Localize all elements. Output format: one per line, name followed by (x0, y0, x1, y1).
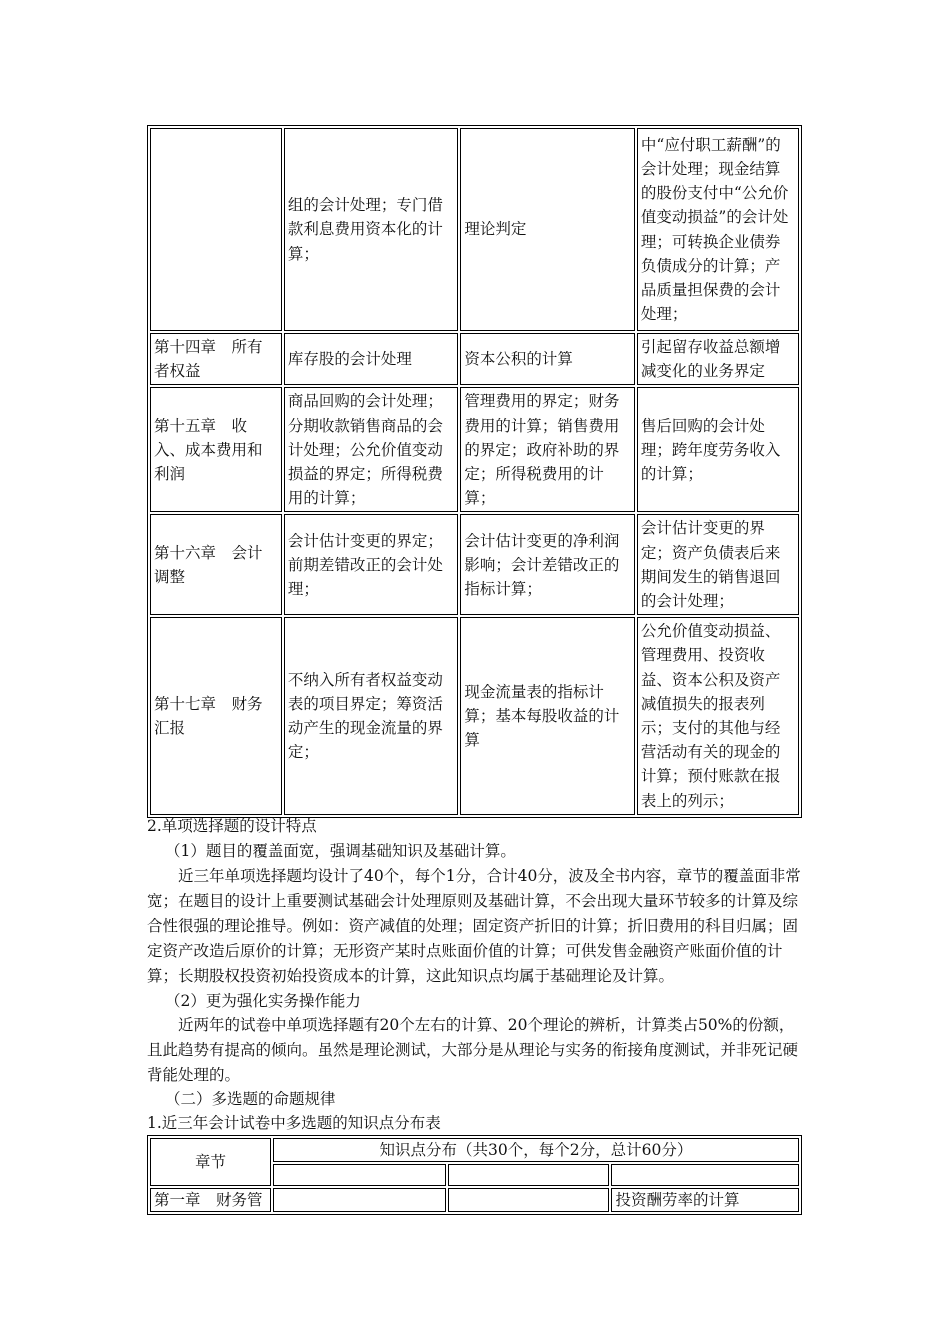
empty-cell (273, 1188, 446, 1212)
table-row (150, 617, 799, 815)
table-header-row (150, 1138, 799, 1162)
table-row (150, 514, 799, 615)
table-caption: 1.近三年会计试卷中多选题的知识点分布表 (147, 1114, 441, 1132)
section-heading: （二）多选题的命题规律 (165, 1090, 336, 1108)
cell-col4: 售后回购的会计处理；跨年度劳务收入的计算； (637, 387, 799, 512)
section-heading: 2.单项选择题的设计特点 (147, 817, 317, 835)
cell-col4: 中“应付职工薪酬”的会计处理；现金结算的股份支付中“公允价值变动损益”的会计处理；可转换企业债券负债成分的计算；产品质量担保费的会计处理； (637, 128, 799, 331)
chapter-cell: 第一章 财务管 (150, 1188, 271, 1212)
cell-col3: 资本公积的计算 (460, 333, 635, 385)
cell-col2: 组的会计处理；专门借款利息费用资本化的计算； (284, 128, 459, 331)
cell-col2: 不纳入所有者权益变动表的项目界定；筹资活动产生的现金流量的界定； (284, 617, 459, 815)
cell-col3: 现金流量表的指标计算；基本每股收益的计算 (460, 617, 635, 815)
cell-col3: 会计估计变更的净利润影响；会计差错改正的指标计算； (460, 514, 635, 615)
chapter-cell (150, 128, 282, 331)
subsection-heading: （1）题目的覆盖面宽，强调基础知识及基础计算。 (165, 842, 516, 860)
header-chapter: 章节 (150, 1138, 271, 1186)
knowledge-table-single-choice (147, 125, 802, 818)
empty-cell (448, 1188, 609, 1212)
chapter-cell: 第十六章 会计调整 (150, 514, 282, 615)
paragraph: 近三年单项选择题均设计了40个，每个1分，合计40分，波及全书内容，章节的覆盖面非常宽；在题目的设计上重要测试基础会计处理原则及基础计算，不会出现大量环节较多的计算及综合性很强的理论推导。例如：资产减值的处理；固定资产折旧的计算；折旧费用的科目归属；固定资产改造后原价的计算；无形资产某时点账面价值的计算；可供发售金融资产账面价值的计算；长期股权投资初始投资成本的计算，这此知识点均属于基础理论及计算。 (147, 867, 801, 985)
header-distribution: 知识点分布（共30个，每个2分，总计60分） (273, 1138, 799, 1162)
paragraph: 近两年的试卷中单项选择题有20个左右的计算、20个理论的辨析，计算类占50%的份额，且此趋势有提高的倾向。虽然是理论测试，大部分是从理论与实务的衔接角度测试，并非死记硬背能处理的。 (147, 1016, 799, 1084)
cell-col3: 管理费用的界定；财务费用的计算；销售费用的界定；政府补助的界定；所得税费用的计算； (460, 387, 635, 512)
chapter-cell: 第十五章 收入、成本费用和利润 (150, 387, 282, 512)
knowledge-table-multi-choice (147, 1135, 802, 1215)
cell-col4: 投资酬劳率的计算 (611, 1188, 799, 1212)
empty-cell (611, 1164, 799, 1186)
chapter-cell: 第十四章 所有者权益 (150, 333, 282, 385)
cell-col4: 会计估计变更的界定；资产负债表后来期间发生的销售退回的会计处理； (637, 514, 799, 615)
cell-col4: 公允价值变动损益、管理费用、投资收益、资本公积及资产减值损失的报表列示；支付的其他与经营活动有关的现金的计算；预付账款在报表上的列示； (637, 617, 799, 815)
empty-cell (273, 1164, 446, 1186)
cell-col4: 引起留存收益总额增减变化的业务界定 (637, 333, 799, 385)
subsection-heading: （2）更为强化实务操作能力 (165, 992, 361, 1010)
empty-cell (448, 1164, 609, 1186)
cell-col2: 会计估计变更的界定；前期差错改正的会计处理； (284, 514, 459, 615)
table-row (150, 1188, 799, 1212)
cell-col2: 库存股的会计处理 (284, 333, 459, 385)
cell-col3: 理论判定 (460, 128, 635, 331)
table-row (150, 128, 799, 331)
cell-col2: 商品回购的会计处理；分期收款销售商品的会计处理；公允价值变动损益的界定；所得税费用的计算； (284, 387, 459, 512)
chapter-cell: 第十七章 财务汇报 (150, 617, 282, 815)
table-row (150, 333, 799, 385)
table-row (150, 387, 799, 512)
